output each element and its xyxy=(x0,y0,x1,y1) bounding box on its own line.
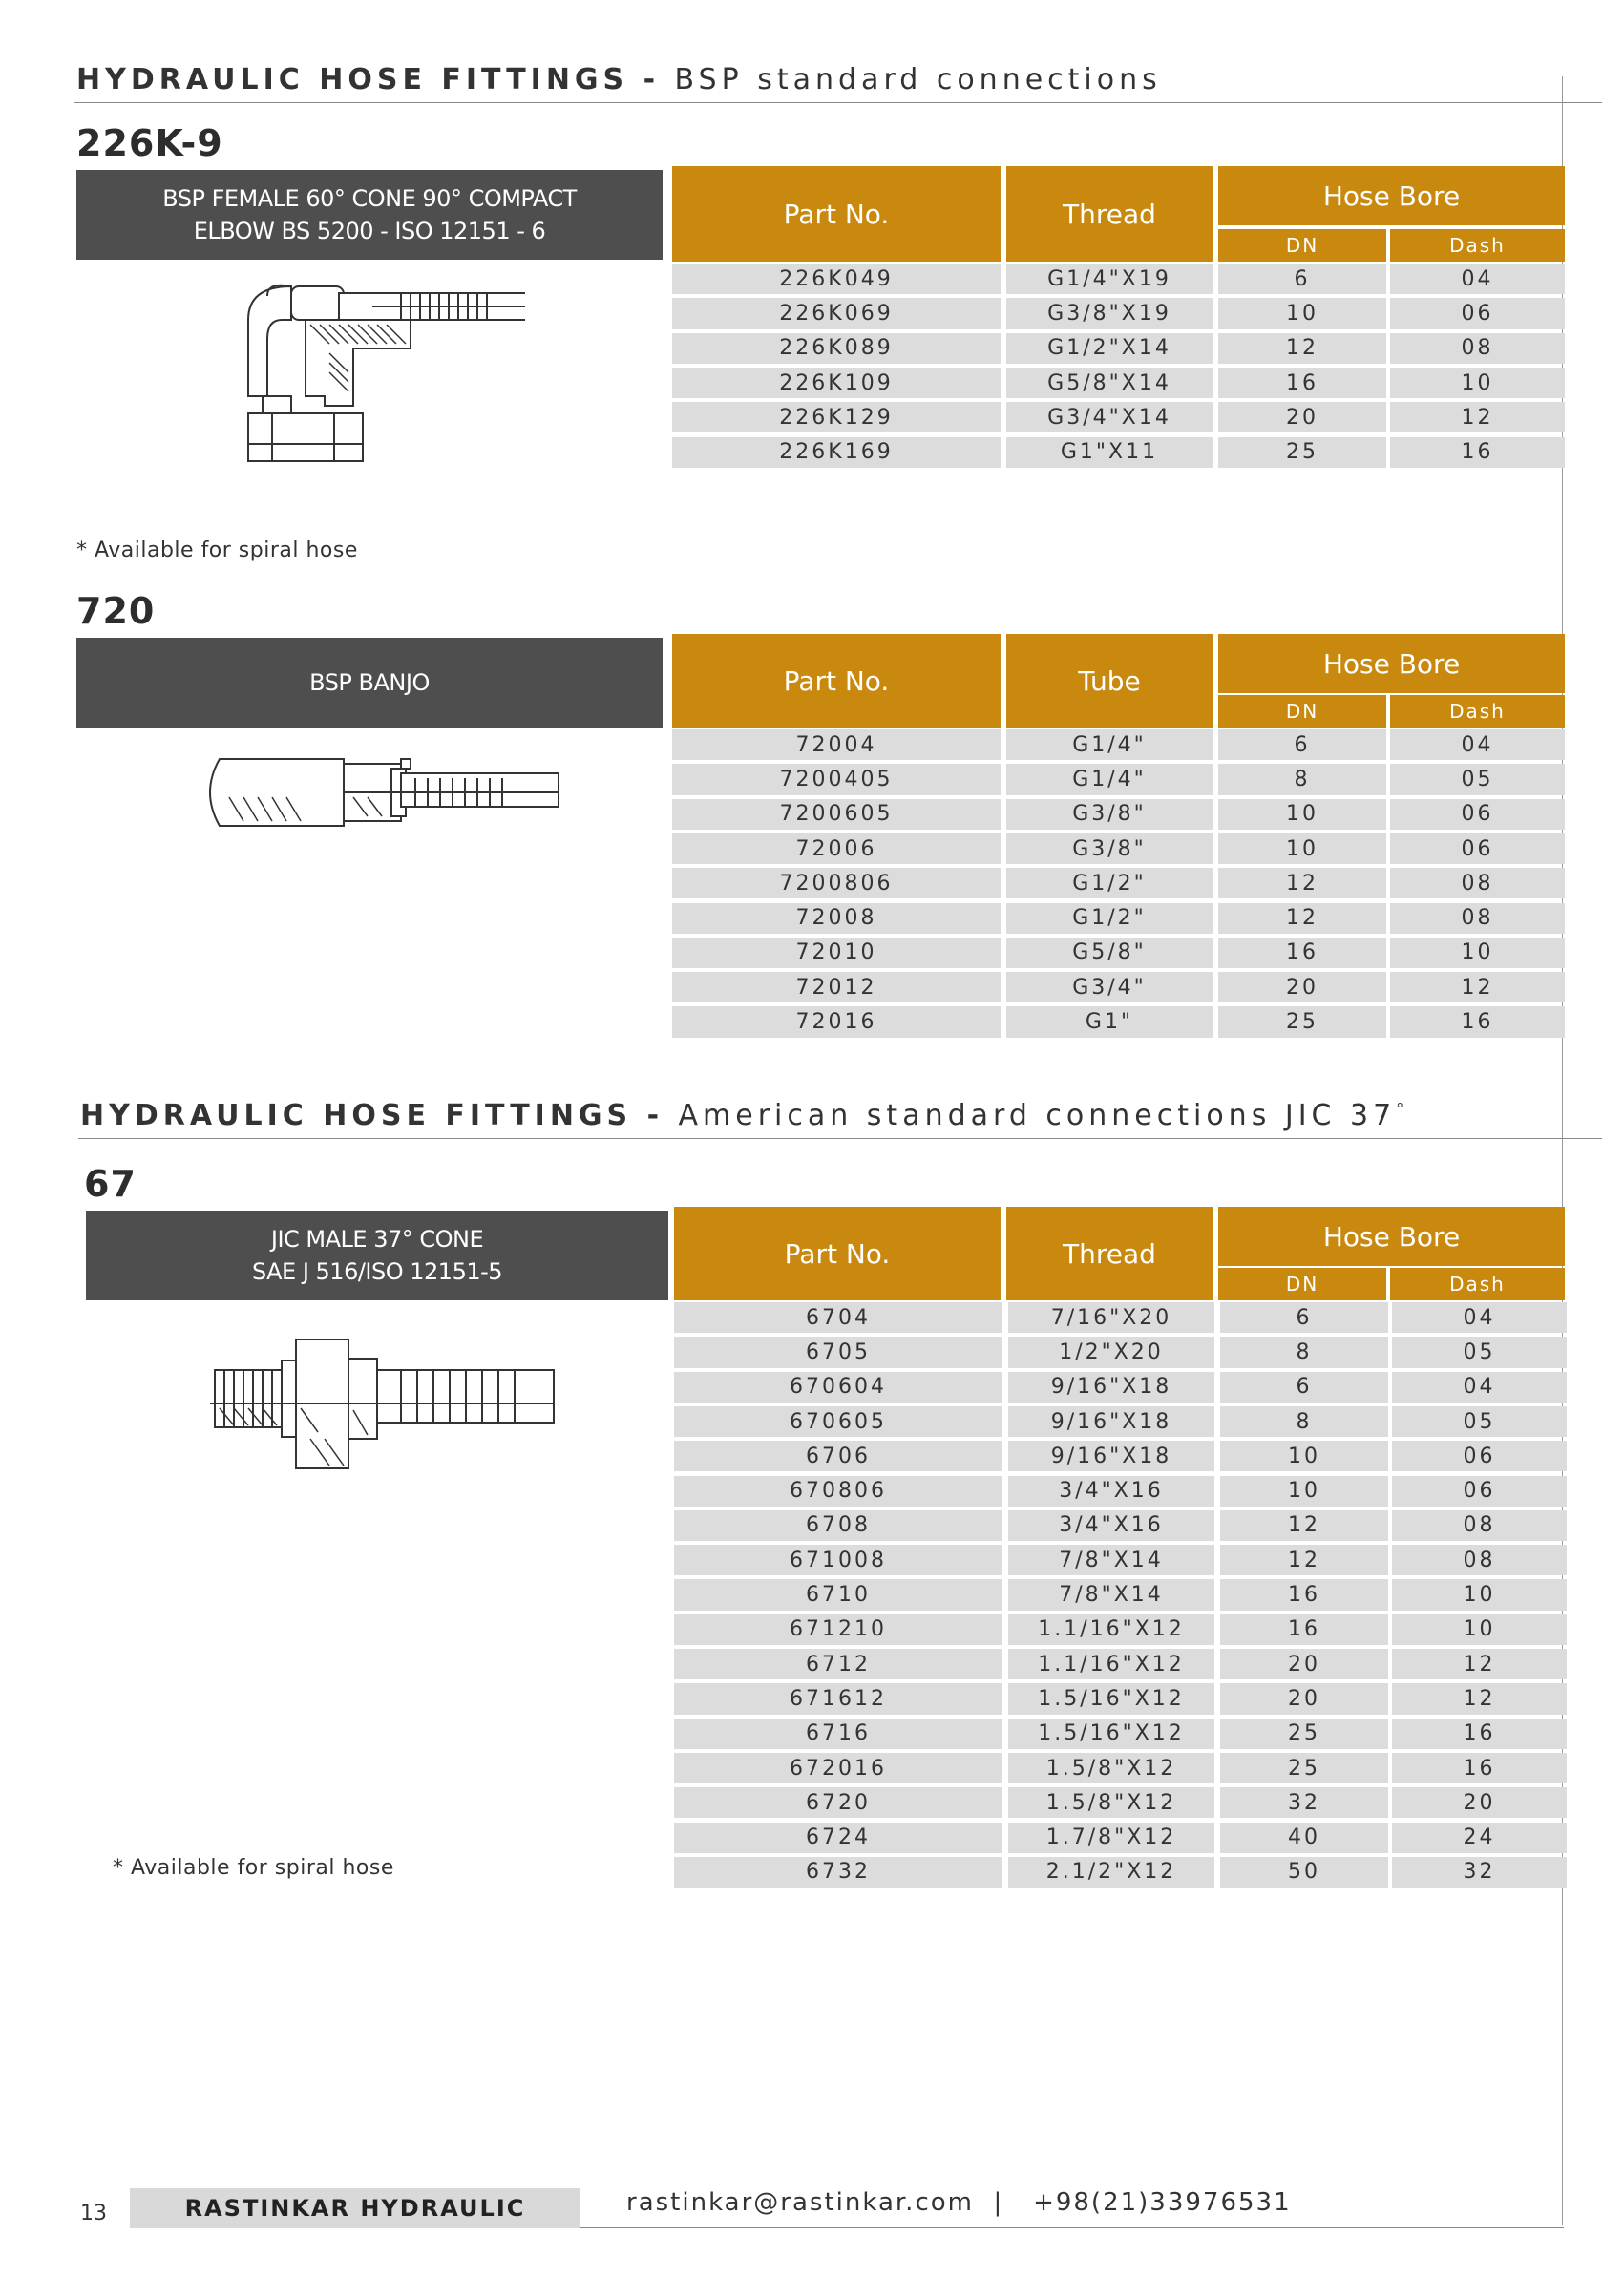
cell-spec: G3/4"X14 xyxy=(1047,405,1171,430)
product-code: 720 xyxy=(76,590,156,632)
cell-dash: 08 xyxy=(1463,1513,1496,1538)
cell-dn: 12 xyxy=(1286,906,1318,931)
cell-dn: 12 xyxy=(1286,871,1318,896)
cell-part: 6710 xyxy=(806,1583,871,1608)
cell-spec: 1.7/8"X12 xyxy=(1045,1825,1177,1850)
section-title-bold: HYDRAULIC HOSE FITTINGS xyxy=(80,1099,633,1132)
table-row xyxy=(672,729,1565,760)
table-row xyxy=(672,903,1565,934)
cell-dn: 20 xyxy=(1288,1686,1320,1711)
jic-fitting-drawing xyxy=(205,1332,559,1470)
cell-spec: G1/2" xyxy=(1072,906,1147,931)
col-header-dash: Dash xyxy=(1390,1268,1565,1300)
spiral-hose-note: * Available for spiral hose xyxy=(113,1856,394,1880)
cell-dn: 16 xyxy=(1286,370,1318,395)
section-title-rest: BSP standard connections xyxy=(674,63,1162,96)
table-row xyxy=(674,1683,1565,1714)
page-number: 13 xyxy=(80,2202,107,2225)
table-row xyxy=(672,333,1565,364)
col-header-hose-bore: Hose Bore xyxy=(1218,1207,1565,1266)
cell-spec: 1.5/8"X12 xyxy=(1045,1756,1177,1781)
table-row xyxy=(674,1614,1565,1645)
spiral-hose-note: * Available for spiral hose xyxy=(76,538,358,562)
cell-part: 7200405 xyxy=(779,767,894,791)
col-header-dash: Dash xyxy=(1390,695,1565,728)
cell-spec: 9/16"X18 xyxy=(1050,1375,1172,1400)
cell-part: 226K169 xyxy=(779,440,894,465)
cell-dash: 06 xyxy=(1463,1479,1496,1504)
cell-dash: 10 xyxy=(1463,1583,1496,1608)
cell-dn: 6 xyxy=(1294,266,1311,291)
cell-dash: 05 xyxy=(1463,1409,1496,1434)
cell-dn: 6 xyxy=(1294,732,1311,757)
cell-spec: 1/2"X20 xyxy=(1059,1339,1164,1364)
cell-spec: 9/16"X18 xyxy=(1050,1444,1172,1468)
cell-part: 72010 xyxy=(795,940,877,965)
product-code: 226K-9 xyxy=(76,122,223,164)
cell-part: 72006 xyxy=(795,836,877,861)
cell-dn: 25 xyxy=(1286,1010,1318,1035)
table-row xyxy=(674,1406,1565,1437)
cell-part: 672016 xyxy=(790,1756,887,1781)
cell-part: 226K069 xyxy=(779,301,894,326)
col-header-part: Part No. xyxy=(672,166,1001,262)
cell-part: 226K089 xyxy=(779,336,894,361)
cell-part: 7200806 xyxy=(779,871,894,896)
cell-spec: G1/4"X19 xyxy=(1047,266,1171,291)
cell-dn: 6 xyxy=(1296,1305,1313,1330)
table-row xyxy=(674,1476,1565,1507)
cell-spec: 1.5/8"X12 xyxy=(1045,1790,1177,1815)
cell-part: 72012 xyxy=(795,975,877,1000)
cell-spec: G3/8" xyxy=(1072,802,1147,827)
right-margin-line xyxy=(1562,76,1563,2225)
cell-part: 72008 xyxy=(795,906,877,931)
cell-dash: 04 xyxy=(1461,266,1494,291)
cell-part: 226K129 xyxy=(779,405,894,430)
cell-dash: 12 xyxy=(1463,1652,1496,1677)
cell-spec: G5/8"X14 xyxy=(1047,370,1171,395)
cell-dash: 08 xyxy=(1461,336,1494,361)
cell-part: 6704 xyxy=(806,1305,871,1330)
cell-dn: 16 xyxy=(1286,940,1318,965)
col-header-hose-bore: Hose Bore xyxy=(1218,634,1565,693)
col-header-dn: DN xyxy=(1218,229,1386,262)
table-row xyxy=(672,368,1565,398)
cell-dn: 8 xyxy=(1296,1339,1313,1364)
cell-part: 226K109 xyxy=(779,370,894,395)
cell-dash: 04 xyxy=(1463,1305,1496,1330)
cell-spec: G1/4" xyxy=(1072,767,1147,791)
cell-dn: 20 xyxy=(1288,1652,1320,1677)
section-title-bold: HYDRAULIC HOSE FITTINGS xyxy=(76,63,629,96)
table-row xyxy=(674,1787,1565,1818)
cell-dn: 10 xyxy=(1286,301,1318,326)
col-header-tube: Tube xyxy=(1006,634,1213,728)
table-row xyxy=(674,1372,1565,1403)
table-row xyxy=(674,1510,1565,1541)
cell-dn: 10 xyxy=(1286,836,1318,861)
table-row xyxy=(672,298,1565,328)
cell-dn: 40 xyxy=(1288,1825,1320,1850)
section-title-bsp: HYDRAULIC HOSE FITTINGS - BSP standard connections xyxy=(76,63,1162,96)
table-row xyxy=(672,264,1565,294)
product-code: 67 xyxy=(84,1163,137,1205)
cell-dash: 06 xyxy=(1461,802,1494,827)
cell-dn: 8 xyxy=(1296,1409,1313,1434)
section-rule xyxy=(74,102,1602,103)
cell-spec: 2.1/2"X12 xyxy=(1045,1860,1177,1885)
cell-spec: 9/16"X18 xyxy=(1050,1409,1172,1434)
cell-dn: 16 xyxy=(1288,1617,1320,1642)
footer-rule xyxy=(580,2227,1564,2228)
cell-dash: 06 xyxy=(1461,301,1494,326)
table-row xyxy=(672,868,1565,898)
cell-spec: G1/4" xyxy=(1072,732,1147,757)
col-header-thread: Thread xyxy=(1006,1207,1213,1300)
cell-part: 7200605 xyxy=(779,802,894,827)
col-header-part: Part No. xyxy=(674,1207,1001,1300)
table-row xyxy=(672,1006,1565,1037)
cell-spec: 1.1/16"X12 xyxy=(1038,1617,1185,1642)
cell-dash: 16 xyxy=(1461,440,1494,465)
cell-dash: 20 xyxy=(1463,1790,1496,1815)
cell-dash: 04 xyxy=(1461,732,1494,757)
col-header-dash: Dash xyxy=(1390,229,1565,262)
product-description: BSP BANJO xyxy=(76,638,663,728)
cell-part: 226K049 xyxy=(779,266,894,291)
table-row xyxy=(672,764,1565,794)
section-title-jic: HYDRAULIC HOSE FITTINGS - American standard connections JIC 37° xyxy=(80,1099,1409,1132)
cell-dn: 25 xyxy=(1286,440,1318,465)
table-row xyxy=(674,1823,1565,1853)
table-row xyxy=(672,437,1565,468)
cell-dn: 10 xyxy=(1286,802,1318,827)
cell-part: 6732 xyxy=(806,1860,871,1885)
cell-part: 6716 xyxy=(806,1721,871,1746)
cell-dash: 06 xyxy=(1463,1444,1496,1468)
cell-dash: 16 xyxy=(1461,1010,1494,1035)
table-row xyxy=(672,938,1565,968)
cell-spec: 7/8"X14 xyxy=(1059,1548,1164,1572)
cell-spec: 3/4"X16 xyxy=(1059,1479,1164,1504)
cell-spec: G1"X11 xyxy=(1060,440,1159,465)
cell-dash: 06 xyxy=(1461,836,1494,861)
cell-dash: 24 xyxy=(1463,1825,1496,1850)
table-row xyxy=(674,1857,1565,1888)
cell-dash: 12 xyxy=(1463,1686,1496,1711)
table-row xyxy=(674,1649,1565,1679)
cell-dn: 12 xyxy=(1288,1548,1320,1572)
cell-dn: 6 xyxy=(1296,1375,1313,1400)
table-row xyxy=(674,1753,1565,1783)
cell-dn: 12 xyxy=(1288,1513,1320,1538)
cell-spec: 1.5/16"X12 xyxy=(1038,1721,1185,1746)
cell-dash: 32 xyxy=(1463,1860,1496,1885)
cell-dn: 10 xyxy=(1288,1479,1320,1504)
cell-spec: G1/2" xyxy=(1072,871,1147,896)
cell-dash: 08 xyxy=(1461,906,1494,931)
cell-dn: 8 xyxy=(1294,767,1311,791)
cell-dn: 12 xyxy=(1286,336,1318,361)
cell-dash: 05 xyxy=(1461,767,1494,791)
cell-part: 6705 xyxy=(806,1339,871,1364)
cell-dn: 50 xyxy=(1288,1860,1320,1885)
table-row xyxy=(672,799,1565,830)
table-row xyxy=(674,1441,1565,1471)
cell-dash: 10 xyxy=(1463,1617,1496,1642)
col-header-hose-bore: Hose Bore xyxy=(1218,166,1565,225)
cell-dash: 10 xyxy=(1461,370,1494,395)
cell-part: 72016 xyxy=(795,1010,877,1035)
cell-dash: 04 xyxy=(1463,1375,1496,1400)
col-header-part: Part No. xyxy=(672,634,1001,728)
footer-contact: rastinkar@rastinkar.com | +98(21)33976531 xyxy=(626,2188,1292,2217)
cell-spec: G5/8" xyxy=(1072,940,1147,965)
cell-dash: 12 xyxy=(1461,405,1494,430)
table-row xyxy=(674,1579,1565,1610)
cell-spec: 1.1/16"X12 xyxy=(1038,1652,1185,1677)
section-title-rest: American standard connections JIC 37 xyxy=(678,1099,1397,1132)
footer-brand: RASTINKAR HYDRAULIC xyxy=(130,2188,580,2228)
cell-dn: 25 xyxy=(1288,1756,1320,1781)
cell-dash: 10 xyxy=(1461,940,1494,965)
cell-dn: 10 xyxy=(1288,1444,1320,1468)
product-description: BSP FEMALE 60° CONE 90° COMPACT ELBOW BS 5200 - ISO 12151 - 6 xyxy=(76,170,663,260)
product-description: JIC MALE 37° CONE SAE J 516/ISO 12151-5 xyxy=(86,1211,668,1300)
cell-part: 72004 xyxy=(795,732,877,757)
cell-dash: 16 xyxy=(1463,1721,1496,1746)
cell-part: 670605 xyxy=(790,1409,887,1434)
cell-spec: G1/2"X14 xyxy=(1047,336,1171,361)
cell-dash: 12 xyxy=(1461,975,1494,1000)
cell-dash: 08 xyxy=(1463,1548,1496,1572)
cell-dn: 16 xyxy=(1288,1583,1320,1608)
table-row xyxy=(674,1302,1565,1333)
cell-part: 671612 xyxy=(790,1686,887,1711)
section-rule xyxy=(78,1138,1602,1139)
cell-spec: 7/8"X14 xyxy=(1059,1583,1164,1608)
cell-dn: 20 xyxy=(1286,975,1318,1000)
cell-spec: G3/8" xyxy=(1072,836,1147,861)
table-row xyxy=(672,402,1565,432)
cell-part: 6708 xyxy=(806,1513,871,1538)
banjo-fitting-drawing xyxy=(200,749,563,835)
table-row xyxy=(674,1719,1565,1749)
col-header-dn: DN xyxy=(1218,1268,1386,1300)
cell-dash: 16 xyxy=(1463,1756,1496,1781)
cell-part: 6720 xyxy=(806,1790,871,1815)
cell-part: 6724 xyxy=(806,1825,871,1850)
cell-part: 6706 xyxy=(806,1444,871,1468)
cell-dash: 08 xyxy=(1461,871,1494,896)
cell-dash: 05 xyxy=(1463,1339,1496,1364)
cell-spec: G3/4" xyxy=(1072,975,1147,1000)
cell-spec: 7/16"X20 xyxy=(1050,1305,1172,1330)
cell-dn: 25 xyxy=(1288,1721,1320,1746)
col-header-dn: DN xyxy=(1218,695,1386,728)
cell-spec: 3/4"X16 xyxy=(1059,1513,1164,1538)
table-row xyxy=(674,1545,1565,1575)
table-row xyxy=(672,833,1565,864)
cell-spec: 1.5/16"X12 xyxy=(1038,1686,1185,1711)
cell-part: 670806 xyxy=(790,1479,887,1504)
cell-dn: 20 xyxy=(1286,405,1318,430)
cell-part: 671210 xyxy=(790,1617,887,1642)
cell-spec: G3/8"X19 xyxy=(1047,301,1171,326)
elbow-fitting-drawing xyxy=(239,282,525,473)
table-row xyxy=(672,972,1565,1002)
cell-dn: 32 xyxy=(1288,1790,1320,1815)
cell-part: 671008 xyxy=(790,1548,887,1572)
cell-part: 6712 xyxy=(806,1652,871,1677)
table-row xyxy=(674,1337,1565,1367)
cell-part: 670604 xyxy=(790,1375,887,1400)
cell-spec: G1" xyxy=(1085,1010,1134,1035)
col-header-thread: Thread xyxy=(1006,166,1213,262)
